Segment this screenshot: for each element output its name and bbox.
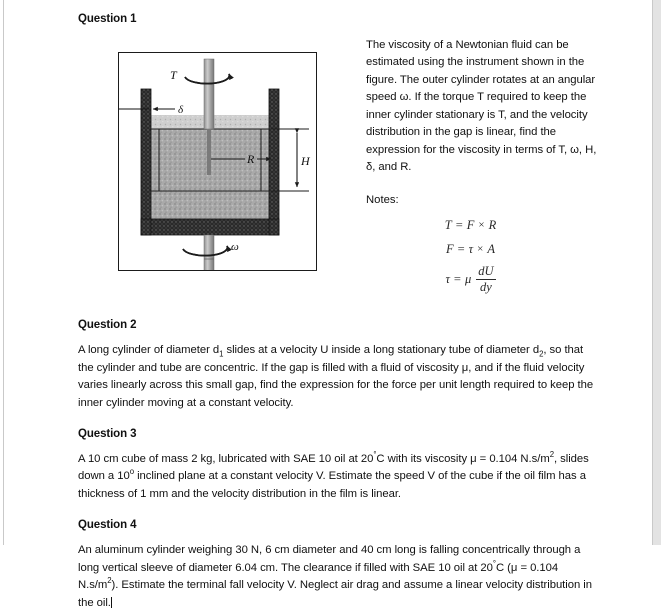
q2-subscript-d1: 1 <box>219 349 224 359</box>
question-4-block <box>78 519 599 612</box>
q3-degree-symbol: ° <box>373 450 377 460</box>
q3-text-d: inclined plane at a constant velocity V. Estimate the speed V of the cube if the oil film has a thickness of 1 mm and the velocity distribution in the film is linear. <box>78 470 586 500</box>
q2-text-b: slides at a velocity U inside a long stationary tube of diameter d <box>223 344 540 357</box>
multiply-icon: × <box>478 219 485 232</box>
question-1-body: The viscosity of a Newtonian fluid can be estimated using the instrument shown in the figure. The outer cylinder rotates at an angular speed ω. If the torque T required to keep the inner cylinder stationary is T, and the velocity distribution in the gap is linear, find the expression for the viscosity in terms of T, ω, H, δ, and R. <box>366 38 597 174</box>
multiply-icon: × <box>477 242 484 255</box>
question-3-body <box>78 451 599 504</box>
equation-force-lhs: F <box>445 241 454 256</box>
equation-shear-mu: μ <box>464 272 472 287</box>
text-cursor-caret[interactable] <box>111 597 112 608</box>
figure-label-height: H <box>301 153 310 168</box>
question-4-heading: Question 4 <box>78 519 137 532</box>
viscometer-figure <box>118 52 317 271</box>
question-1-block <box>78 13 599 303</box>
q4-text-b: C (μ = 0.104 N.s/m <box>78 561 559 592</box>
equation-torque-lhs: T <box>444 218 452 233</box>
q3-degree-symbol-incline: o <box>129 467 134 477</box>
question-3-heading: Question 3 <box>78 428 137 441</box>
equation-force <box>366 242 599 256</box>
figure-label-angular-speed: ω <box>231 240 239 253</box>
q3-exponent-squared: 2 <box>549 450 554 460</box>
question-2-block <box>78 319 599 412</box>
figure-label-torque: T <box>170 67 177 82</box>
q4-text-c: ). Estimate the terminal fall velocity V. Neglect air drag and assume a linear velocity distribution in the oil. <box>78 579 592 609</box>
equation-shear-lhs: τ <box>445 272 450 287</box>
figure-label-radius: R <box>247 151 255 166</box>
derivative-numerator: dU <box>476 265 495 280</box>
derivative-fraction <box>476 265 495 294</box>
equation-force-rhs-b: A <box>487 241 496 256</box>
equation-force-rel: = <box>457 241 465 256</box>
question-3-block <box>78 428 599 503</box>
q4-exponent-squared: 2 <box>107 576 112 586</box>
notes-label: Notes: <box>366 193 399 206</box>
equation-torque-rhs-b: R <box>488 218 497 233</box>
equation-torque-rhs-a: F <box>466 218 475 233</box>
equation-torque-rel: = <box>455 218 463 233</box>
equation-force-rhs-a: τ <box>468 241 474 256</box>
q3-text-a: A 10 cm cube of mass 2 kg, lubricated with SAE 10 oil at 20 <box>78 452 374 465</box>
q2-text-a: A long cylinder of diameter d <box>78 344 220 357</box>
question-1-heading: Question 1 <box>78 13 137 25</box>
question-2-heading: Question 2 <box>78 319 137 332</box>
question-1-content <box>78 36 599 304</box>
q4-text-a: An aluminum cylinder weighing 30 N, 6 cm diameter and 40 cm long is falling concentrically through a long vertical sleeve of diameter 6.04 cm. The clearance if filled with SAE 10 oil at 20 <box>78 544 581 574</box>
equation-shear-rel: = <box>453 272 461 287</box>
q2-text-c: , so that the cylinder and tube are concentric. If the gap is filled with a fluid of viscosity μ, and if the fluid velocity varies linearly across this small gap, find the expression for the force per unit length required to keep the inner cylinder moving at a constant velocity. <box>78 344 594 409</box>
q2-subscript-d2: 2 <box>539 349 544 359</box>
equation-shear-stress <box>366 265 599 294</box>
equation-torque <box>366 218 599 232</box>
question-1-text-column <box>357 36 599 304</box>
viscometer-diagram <box>119 53 316 270</box>
q3-text-b: C with its viscosity μ = 0.104 N.s/m <box>376 452 550 465</box>
equation-list <box>366 218 599 294</box>
question-4-body <box>78 542 599 612</box>
derivative-denominator: dy <box>480 280 492 295</box>
figure-label-gap: δ <box>178 103 184 116</box>
q3-text-c: , slides down a 10 <box>78 452 589 483</box>
question-2-body <box>78 342 599 412</box>
q4-degree-symbol: ° <box>492 558 496 568</box>
